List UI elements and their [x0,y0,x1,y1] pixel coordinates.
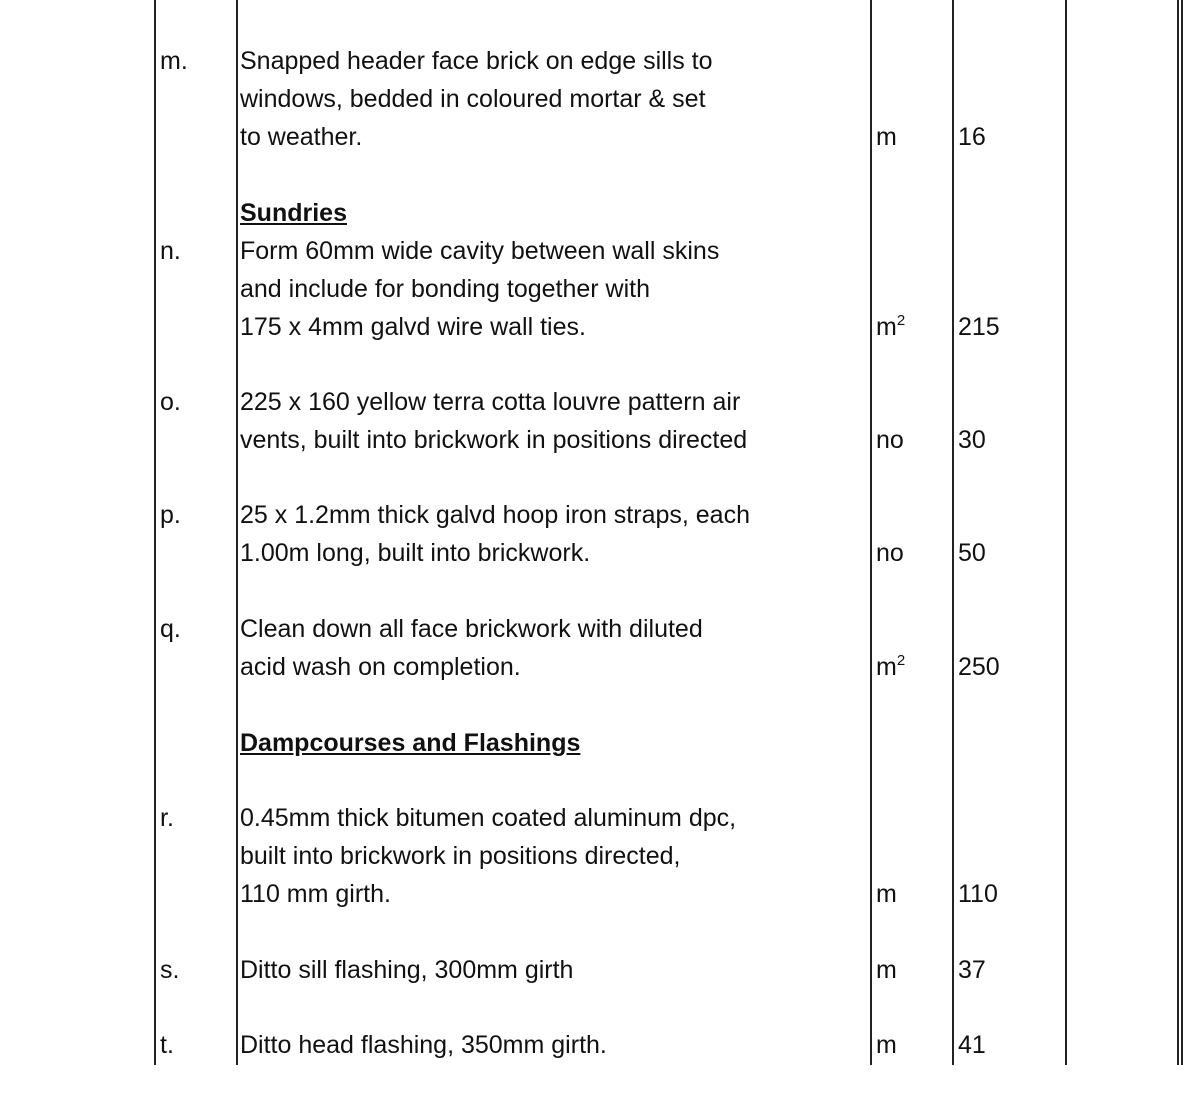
item-quantity: 110 [958,880,998,908]
item-description-line: Snapped header face brick on edge sills to [240,47,713,75]
column-rule-unit [870,0,872,1065]
item-description-line: Ditto sill flashing, 300mm girth [240,956,574,984]
item-unit: $m^2$ [876,652,906,681]
item-description-line: built into brickwork in positions directed, [240,842,681,870]
item-description-line: acid wash on completion. [240,653,521,681]
item-description-line: 110 mm girth. [240,880,391,908]
unit-superscript: 2 [896,652,906,669]
item-quantity: 16 [958,123,986,151]
section-heading-dampcourses: Dampcourses and Flashings [240,729,581,757]
item-description-line: 0.45mm thick bitumen coated aluminum dpc, [240,804,737,832]
item-unit: m [876,123,897,151]
item-unit: m [876,956,897,984]
item-quantity: 37 [958,956,986,984]
column-rule-right-double [1177,0,1183,1065]
item-description-line: 225 x 160 yellow terra cotta louvre pattern air [240,388,741,416]
section-heading-sundries: Sundries [240,199,347,227]
column-rule-left [154,0,156,1065]
column-rule-quantity [952,0,954,1065]
item-quantity: 250 [958,653,1000,681]
item-label: s. [160,956,180,984]
item-quantity: 30 [958,426,986,454]
item-description-line: 1.00m long, built into brickwork. [240,539,591,567]
item-quantity: 50 [958,539,986,567]
unit-superscript: 2 [896,312,906,329]
item-unit: m [876,880,897,908]
item-description-line: windows, bedded in coloured mortar & set [240,85,706,113]
item-description-line: Clean down all face brickwork with diluted [240,615,703,643]
item-label: p. [160,501,181,529]
item-description-line: Form 60mm wide cavity between wall skins [240,237,720,265]
item-label: o. [160,388,181,416]
item-label: q. [160,615,181,643]
item-description-line: to weather. [240,123,363,151]
item-label: t. [160,1031,174,1059]
item-label: r. [160,804,174,832]
item-label: n. [160,237,181,265]
item-unit: no [876,539,904,567]
item-label: m. [160,47,188,75]
item-unit: $m^2$ [876,312,906,341]
item-quantity: 215 [958,313,1000,341]
item-unit: no [876,426,904,454]
item-description-line: vents, built into brickwork in positions directed [240,426,748,454]
item-description-line: 25 x 1.2mm thick galvd hoop iron straps, each [240,501,750,529]
item-unit: m [876,1031,897,1059]
column-rule-rate [1065,0,1067,1065]
item-description-line: 175 x 4mm galvd wire wall ties. [240,313,586,341]
column-rule-description [236,0,238,1065]
item-description-line: Ditto head flashing, 350mm girth. [240,1031,607,1059]
item-description-line: and include for bonding together with [240,275,651,303]
item-quantity: 41 [958,1031,986,1059]
